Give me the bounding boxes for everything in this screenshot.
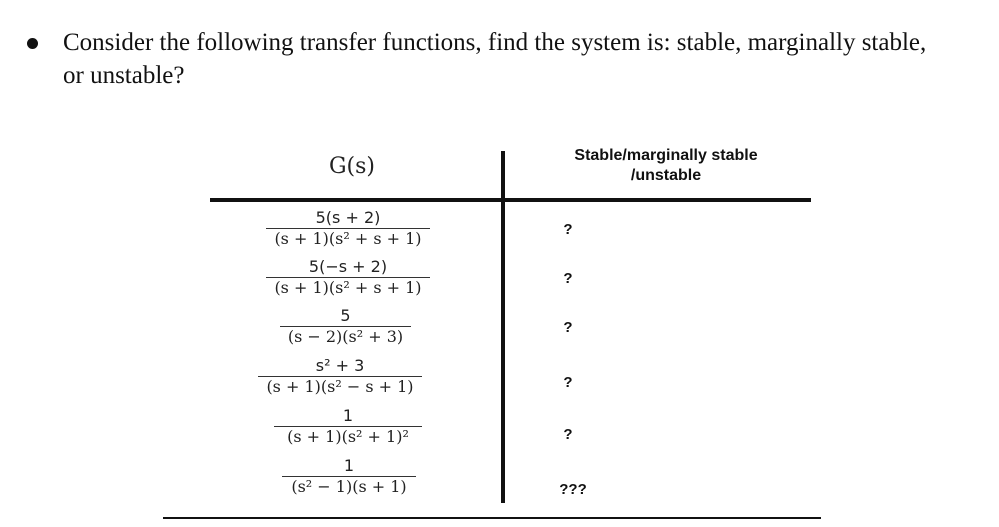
tf-numerator: 5(−s + 2): [308, 257, 388, 276]
stability-answer-6: ???: [559, 481, 587, 498]
stability-answer-2: ?: [563, 270, 573, 287]
transfer-function-1: [266, 208, 430, 249]
transfer-function-4: [258, 356, 422, 397]
bullet-icon: [27, 38, 38, 49]
header-transfer-function: G(s): [328, 154, 376, 179]
column-divider: [501, 151, 505, 503]
tf-numerator: 5(s + 2): [315, 208, 381, 227]
header-stability-line2: /unstable: [630, 167, 702, 184]
transfer-function-5: [274, 406, 422, 447]
tf-denominator: (s + 1)(s² + s + 1): [274, 278, 422, 297]
header-divider: [210, 198, 811, 202]
tf-numerator: 5: [340, 306, 351, 325]
tf-numerator: 1: [343, 456, 355, 475]
tf-denominator: (s + 1)(s² − s + 1): [266, 377, 414, 396]
question-text: Consider the following transfer functions, find the system is: stable, marginally stable, or unstable?: [63, 29, 927, 89]
tf-denominator: (s² − 1)(s + 1): [291, 477, 407, 496]
tf-numerator: 1: [342, 406, 354, 425]
tf-denominator: (s + 1)(s² + 1)²: [287, 427, 409, 446]
stability-answer-1: ?: [563, 221, 573, 238]
header-stability: [548, 146, 784, 186]
tf-numerator: s² + 3: [315, 356, 365, 375]
header-stability-line1: Stable/marginally stable: [574, 147, 758, 164]
transfer-function-3: [280, 306, 411, 347]
transfer-function-2: [266, 257, 430, 298]
stability-answer-4: ?: [563, 374, 573, 391]
table-bottom-rule: [163, 517, 821, 519]
tf-denominator: (s + 1)(s² + s + 1): [274, 229, 422, 248]
tf-denominator: (s − 2)(s² + 3): [287, 327, 404, 346]
transfer-function-6: [282, 456, 416, 497]
stability-answer-5: ?: [563, 426, 573, 443]
stability-answer-3: ?: [563, 319, 573, 336]
